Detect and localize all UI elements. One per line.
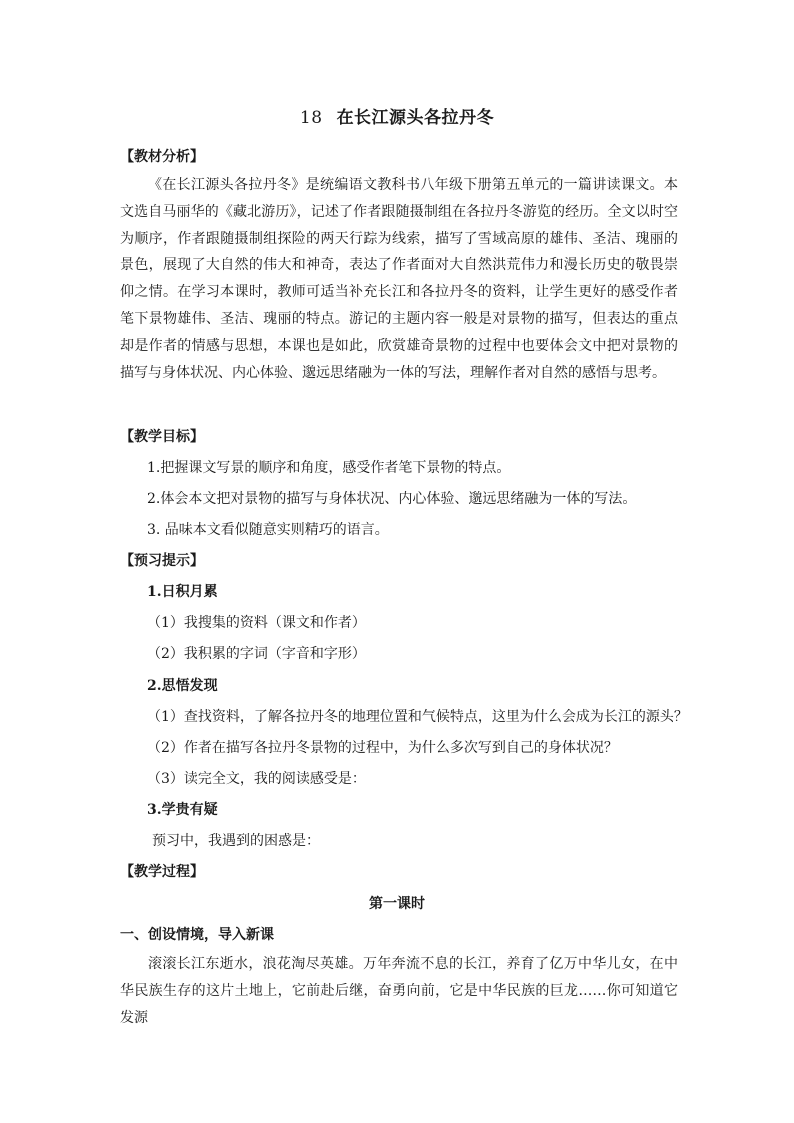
preview-sub3-text: 预习中，我遇到的困惑是：	[152, 833, 320, 849]
lesson-title	[0, 103, 794, 128]
preview-sub2-item-2: （2）作者在描写各拉丹冬景物的过程中，为什么多次写到自己的身体状况？	[147, 740, 618, 756]
heading-goals: 【教学目标】	[120, 429, 204, 445]
preview-sub-2: 2.思悟发现	[147, 678, 218, 694]
preview-sub-1: 1.日积月累	[147, 584, 218, 600]
heading-analysis: 【教材分析】	[120, 149, 204, 165]
goal-item-2: 2.体会本文把对景物的描写与身体状况、内心体验、邈远思绪融为一体的写法。	[147, 491, 637, 507]
preview-sub1-item-1: （1）我搜集的资料（课文和作者）	[147, 615, 366, 631]
lesson-number: 18	[299, 108, 323, 128]
preview-sub2-item-1: （1）查找资料，了解各拉丹冬的地理位置和气候特点，这里为什么会成为长江的源头？	[147, 709, 688, 725]
lesson-title-text: 在长江源头各拉丹冬	[336, 108, 495, 128]
goal-item-3: 3. 品味本文看似随意实则精巧的语言。	[147, 522, 389, 538]
goal-item-1: 1.把握课文写景的顺序和角度，感受作者笔下景物的特点。	[147, 460, 511, 476]
preview-sub1-item-2: （2）我积累的字词（字音和字形）	[147, 646, 366, 662]
lesson-period: 第一课时	[369, 896, 425, 912]
heading-preview: 【预习提示】	[120, 553, 204, 569]
analysis-paragraph: 《在长江源头各拉丹冬》是统编语文教科书八年级下册第五单元的一篇讲读课文。本文选自马丽华的《藏北游历》，记述了作者跟随摄制组在各拉丹冬游览的经历。全文以时空为顺序，作者跟随摄制组探险的两天行踪为线索，描写了雪域高原的雄伟、圣洁、瑰丽的景色，展现了大自然的伟大和神奇，表达了作者面对大自然洪荒伟力和漫长历史的敬畏崇仰之情。在学习本课时，教师可适当补充长江和各拉丹冬的资料，让学生更好的感受作者笔下景物雄伟、圣洁、瑰丽的特点。游记的主题内容一般是对景物的描写，但表达的重点却是作者的情感与思想，本课也是如此，欣赏雄奇景物的过程中也要体会文中把对景物的描写与身体状况、内心体验、邈远思绪融为一体的写法，理解作者对自然的感悟与思考。	[120, 177, 678, 381]
preview-sub2-item-3: （3）读完全文，我的阅读感受是：	[147, 771, 366, 787]
heading-process: 【教学过程】	[120, 864, 204, 880]
preview-sub-3: 3.学贵有疑	[147, 802, 218, 818]
process-part-1: 一、创设情境，导入新课	[120, 927, 274, 943]
process-paragraph: 滚滚长江东逝水，浪花淘尽英雄。万年奔流不息的长江，养育了亿万中华儿女，在中华民族生存的这片土地上，它前赴后继，奋勇向前，它是中华民族的巨龙……你可知道它发源	[120, 956, 678, 1026]
